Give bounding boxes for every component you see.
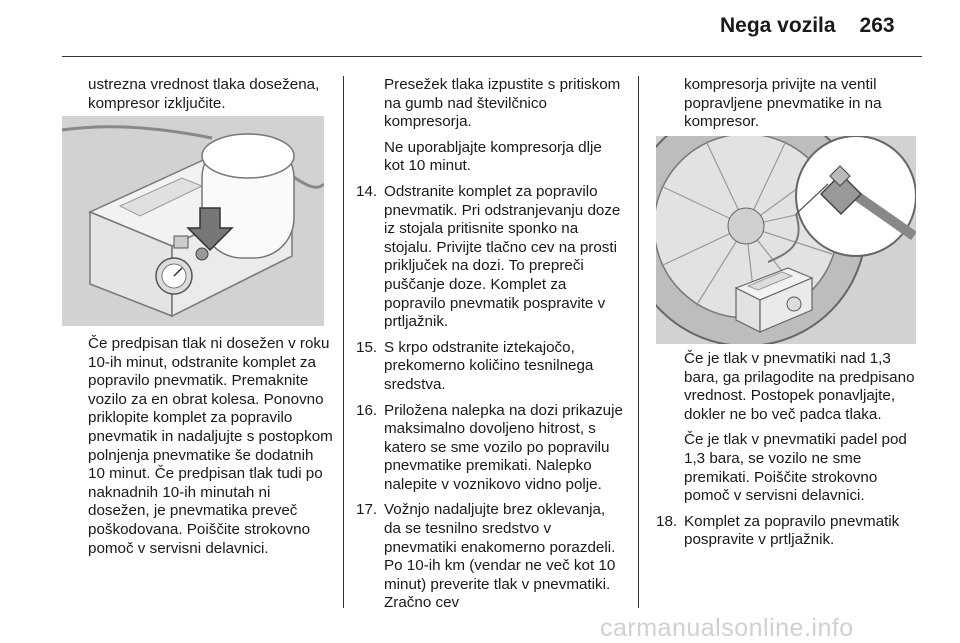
column-divider-1: [343, 76, 344, 608]
list-number: 18.: [656, 512, 678, 530]
list-item-18: [656, 513, 918, 550]
column-3: [656, 76, 918, 139]
column-2: [356, 76, 626, 620]
list-number: 14.: [356, 182, 378, 200]
list-item-16: [356, 402, 626, 495]
col3-pressure-above-text: Če je tlak v pnevmatiki nad 1,3 bara, ga prilagodite na predpisano vrednost. Postopek ponavljajte, dokler ne bo več padca tlaka.: [684, 350, 915, 423]
page-number: 263: [859, 14, 895, 37]
list-text: Vožnjo nadaljujte brez oklevanja, da se tesnilno sredstvo v pnevmatiki enakomerno porazdeli. Po 10-ih km (vendar ne več kot 10 minut) preverite tlak v pnevmatiki. Zračno cev: [384, 501, 616, 612]
wheel-illustration: [656, 136, 916, 344]
col3-pressure-below-text: Če je tlak v pnevmatiki padel pod 1,3 bara, se vozilo ne sme premikati. Poiščite strokovno pomoč v servisni delavnici.: [684, 431, 907, 505]
column-1-body: [88, 335, 333, 565]
col3-continued-text: kompresorja privijte na ventil popravljene pnevmatike in na kompresor.: [684, 76, 882, 131]
col2-continued-text: Presežek tlaka izpustite s pritiskom na gumb nad številčnico kompresorja.: [384, 76, 621, 131]
list-text: Komplet za popravilo pnevmatik pospravite v prtljažnik.: [684, 512, 900, 549]
list-text: S krpo odstranite iztekajočo, prekomerno količino tesnilnega sredstva.: [384, 338, 594, 393]
column-1: [88, 76, 333, 120]
list-item-15: [356, 339, 626, 395]
list-text: Odstranite komplet za popravilo pnevmatik. Pri odstranjevanju doze iz stojala pritisnite sponko na stojalu. Privijte tlačno cev na prosti priključek na dozi. To prepreči puščanje doze. Komplet za popravilo pnevmatik pospravite v prtljažnik.: [384, 182, 621, 331]
column-divider-2: [638, 76, 639, 608]
list-item-14: [356, 183, 626, 332]
column-3-body: [656, 350, 918, 557]
col1-intro-text: ustrezna vrednost tlaka dosežena, kompresor izključite.: [88, 76, 320, 112]
wheel-compressor-image: [656, 136, 916, 344]
compressor-illustration: [62, 116, 324, 326]
compressor-image: [62, 116, 324, 326]
section-title: Nega vozila: [720, 14, 836, 37]
list-number: 17.: [356, 501, 378, 519]
list-number: 16.: [356, 401, 378, 419]
col1-body-text: Če predpisan tlak ni dosežen v roku 10-ih minut, odstranite komplet za popravilo pnevmatik. Premaknite vozilo za en obrat kolesa. Ponovno priklopite komplet za popravilo pnevmatik in nadaljujte s postopkom polnjenja pnevmatike še dodatnih 10 minut. Če predpisan tlak tudi po naknadnih 10-ih minutah ni dosežen, je pnevmatika preveč poškodovana. Poiščite strokovno pomoč v servisni delavnici.: [88, 335, 333, 557]
header-divider: [62, 56, 922, 57]
list-item-17: [356, 501, 626, 613]
list-text: Priložena nalepka na dozi prikazuje maksimalno dovoljeno hitrost, s katero se sme vozilo po popravilu pnevmatike premikati. Nalepko nalepite v voznikovo vidno polje.: [384, 401, 623, 493]
col2-warning-text: Ne uporabljajte kompresorja dlje kot 10 minut.: [384, 138, 602, 175]
watermark: carmanualsonline.info: [600, 614, 854, 642]
page-header: [720, 14, 900, 38]
list-number: 15.: [356, 338, 378, 356]
